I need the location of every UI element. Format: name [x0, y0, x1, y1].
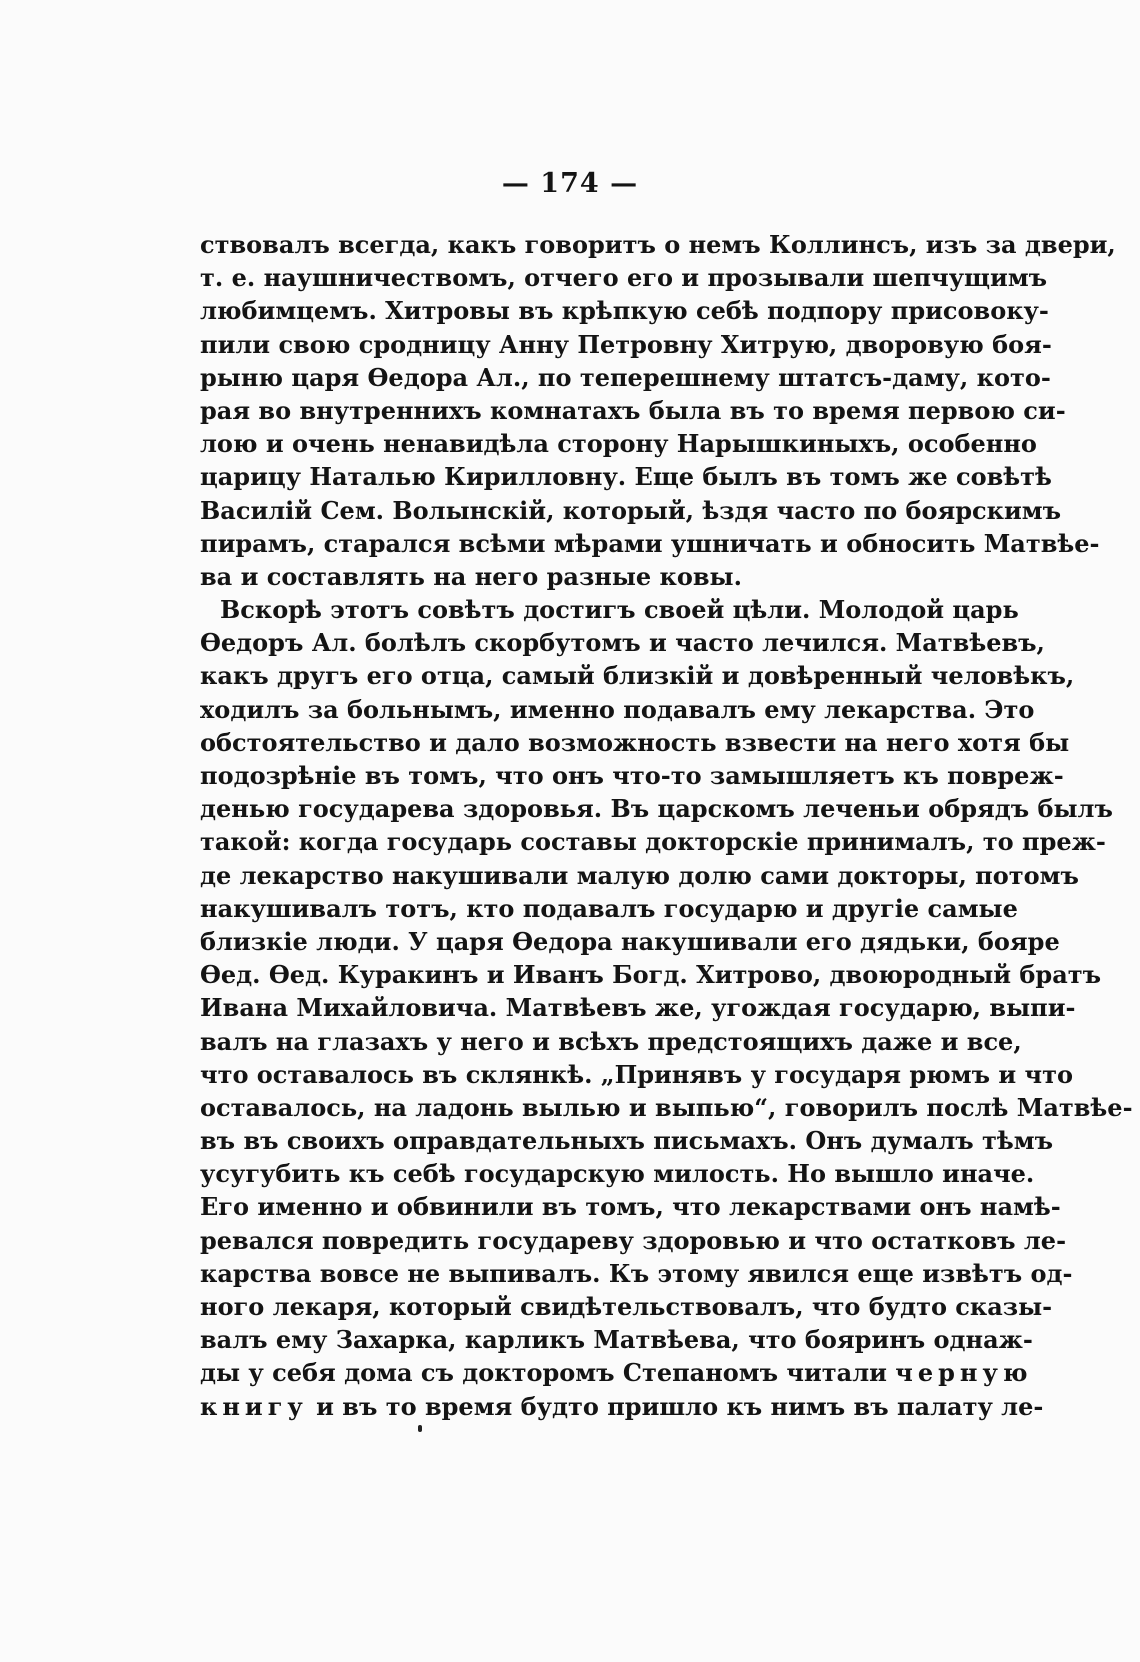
text-line: оставалось, на ладонь вылью и выпью“, говорилъ послѣ Матвѣе- — [200, 1092, 1133, 1122]
text-line: царицу Наталью Кирилловну. Еще былъ въ томъ же совѣтѣ — [200, 462, 1052, 492]
text-line: подозрѣніе въ томъ, что онъ что-то замышляетъ къ повреж- — [200, 761, 1064, 790]
print-speck — [418, 1425, 422, 1432]
text-line: Его именно и обвинили въ томъ, что лекарствами онъ намѣ- — [200, 1192, 1061, 1222]
text-line: валъ ему Захарка, карликъ Матвѣева, что бояринъ однаж- — [200, 1325, 1033, 1355]
paragraph-1 — [200, 228, 1116, 593]
text-line: накушивалъ тотъ, кто подавалъ государю и другіе самые — [200, 893, 1018, 923]
text-line: лою и очень ненавидѣла сторону Нарышкиныхъ, особенно — [200, 429, 1037, 459]
text-line: т. е. наушничествомъ, отчего его и прозывали шепчущимъ — [200, 263, 1048, 293]
text-line: карства вовсе не выпивалъ. Къ этому явился еще извѣтъ од- — [200, 1258, 1073, 1288]
text-line: пирамъ, старался всѣми мѣрами ушничать и обносить Матвѣе- — [200, 528, 1100, 558]
text-line: Вскорѣ этотъ совѣтъ достигъ своей цѣли. Молодой царь — [220, 595, 1019, 625]
text-line: что оставалось въ склянкѣ. „Принявъ у государя рюмъ и что — [200, 1059, 1073, 1089]
text-line: де лекарство накушивали малую долю сами докторы, потомъ — [200, 860, 1079, 890]
text-line: Ивана Михайловича. Матвѣевъ же, угождая государю, выпи- — [200, 993, 1076, 1023]
text-line: рая во внутреннихъ комнатахъ была въ то время первою си- — [200, 395, 1066, 425]
page-number: — 174 — — [501, 168, 639, 199]
spaced-word: книгу — [200, 1391, 308, 1421]
text-line: обстоятельство и дало возможность взвести на него хотя бы — [200, 727, 1070, 757]
text-line: денью государева здоровья. Въ царскомъ леченьи обрядъ былъ — [200, 794, 1113, 824]
text-line: такой: когда государь составы докторскіе принималъ, то преж- — [200, 827, 1106, 857]
text-line: пили свою сродницу Анну Петровну Хитрую, дворовую боя- — [200, 329, 1052, 359]
text-line: ходилъ за больнымъ, именно подавалъ ему лекарства. Это — [200, 694, 1035, 724]
text-line-with-spaced-word — [200, 1390, 1044, 1423]
text-line: какъ другъ его отца, самый близкій и довѣренный человѣкъ, — [200, 661, 1075, 691]
text-line: рыню царя Ѳедора Ал., по теперешнему штатсъ-даму, кото- — [200, 362, 1051, 392]
text-line: ревался повредить государеву здоровью и что остатковъ ле- — [200, 1225, 1067, 1255]
text-segment: и въ то время будто пришло къ нимъ въ палату ле- — [316, 1391, 1044, 1421]
text-line: усугубить къ себѣ государскую милость. Но вышло иначе. — [200, 1159, 1035, 1189]
text-line-with-spaced-word — [200, 1356, 1033, 1389]
text-line: Ѳедоръ Ал. болѣлъ скорбутомъ и часто лечился. Матвѣевъ, — [200, 628, 1045, 658]
paragraph-2 — [200, 593, 1133, 1423]
text-line: ного лекаря, который свидѣтельствовалъ, что будто сказы- — [200, 1292, 1053, 1321]
text-line: ствовалъ всегда, какъ говоритъ о немъ Коллинсъ, изъ за двери, — [200, 230, 1116, 259]
text-line: любимцемъ. Хитровы въ крѣпкую себѣ подпору присовоку- — [200, 296, 1049, 326]
text-segment: ды у себя дома съ докторомъ Степаномъ читали — [200, 1358, 887, 1388]
text-line: Василій Сем. Волынскій, который, ѣздя часто по боярскимъ — [200, 495, 1062, 525]
text-body — [200, 228, 1133, 1423]
text-line: валъ на глазахъ у него и всѣхъ предстоящихъ даже и все, — [200, 1026, 1022, 1056]
text-line: Ѳед. Ѳед. Куракинъ и Иванъ Богд. Хитрово, двоюродный братъ — [200, 960, 1102, 990]
text-line: ва и составлять на него разные ковы. — [200, 561, 742, 591]
text-line: въ въ своихъ оправдательныхъ письмахъ. Онъ думалъ тѣмъ — [200, 1126, 1054, 1156]
spaced-word: черную — [895, 1358, 1033, 1388]
text-line: близкіе люди. У царя Ѳедора накушивали его дядьки, бояре — [200, 926, 1060, 956]
